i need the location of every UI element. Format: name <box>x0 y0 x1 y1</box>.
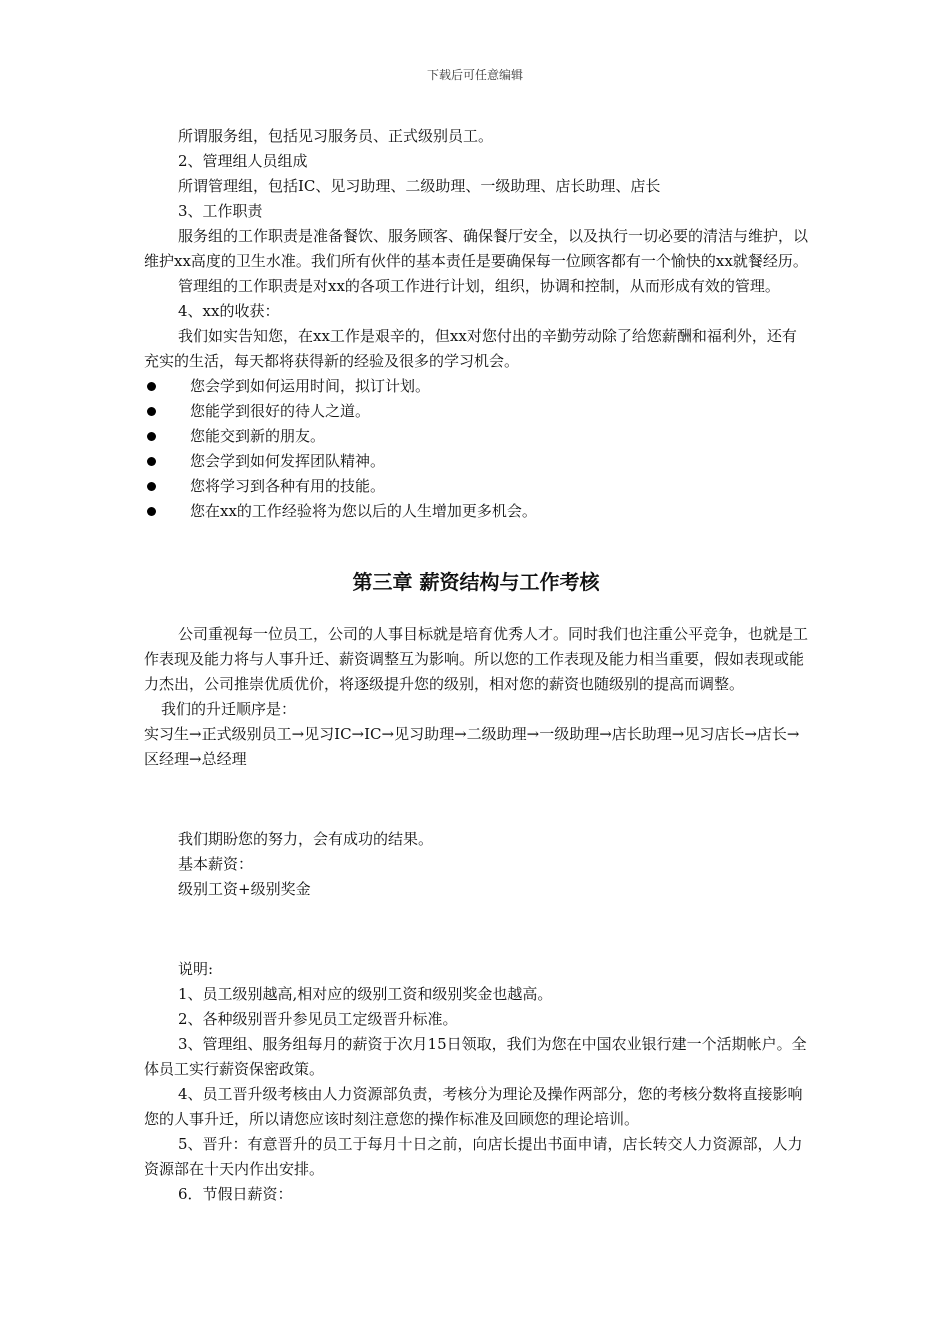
bullet-item <box>144 499 808 524</box>
bullet-text: 您会学到如何运用时间，拟订计划。 <box>190 377 431 395</box>
salary-paragraph: 基本薪资： <box>178 855 254 873</box>
bullet-dot-icon <box>147 382 156 391</box>
salary-paragraph: 我们的升迁顺序是： <box>161 700 297 718</box>
benefits-bullet-list <box>144 374 808 524</box>
bullet-item <box>144 424 808 449</box>
bullet-item <box>144 399 808 424</box>
bullet-text: 您在xx的工作经验将为您以后的人生增加更多机会。 <box>190 502 537 520</box>
document-body <box>144 124 808 1207</box>
chapter-title: 第三章 薪资结构与工作考核 <box>352 570 600 594</box>
salary-paragraph: 3、管理组、服务组每月的薪资于次月15日领取，我们为您在中国农业银行建一个活期帐户。全体员工实行薪资保密政策。 <box>144 1035 807 1078</box>
bullet-dot-icon <box>147 407 156 416</box>
duties-paragraph: 3、工作职责 <box>178 202 263 220</box>
duties-paragraph: 所谓管理组，包括IC、见习助理、二级助理、一级助理、店长助理、店长 <box>178 177 661 195</box>
salary-paragraph: 5、晋升：有意晋升的员工于每月十日之前，向店长提出书面申请，店长转交人力资源部，人力资源部在十天内作出安排。 <box>144 1135 803 1178</box>
section-job-duties <box>144 124 808 374</box>
duties-paragraph: 服务组的工作职责是准备餐饮、服务顾客、确保餐厅安全，以及执行一切必要的清洁与维护，以维护xx高度的卫生水准。我们所有伙伴的基本责任是要确保每一位顾客都有一个愉快的xx就餐经历。 <box>144 227 809 270</box>
bullet-text: 您能交到新的朋友。 <box>190 427 326 445</box>
salary-paragraph: 说明: <box>178 960 214 978</box>
duties-paragraph: 4、xx的收获： <box>178 302 280 320</box>
salary-paragraph: 实习生→正式级别员工→见习IC→IC→见习助理→二级助理→一级助理→店长助理→见习店长→店长→区经理→总经理 <box>144 725 800 768</box>
salary-paragraph: 4、员工晋升级考核由人力资源部负责，考核分为理论及操作两部分，您的考核分数将直接影响您的人事升迁，所以请您应该时刻注意您的操作标准及回顾您的理论培训。 <box>144 1085 803 1128</box>
bullet-dot-icon <box>147 482 156 491</box>
salary-paragraph: 6．节假日薪资： <box>178 1185 293 1203</box>
salary-paragraph: 公司重视每一位员工，公司的人事目标就是培育优秀人才。同时我们也注重公平竞争，也就是工作表现及能力将与人事升迁、薪资调整互为影响。所以您的工作表现及能力相当重要，假如表现或能力杰出，公司推崇优质优价，将逐级提升您的级别，相对您的薪资也随级别的提高而调整。 <box>144 625 809 693</box>
duties-paragraph: 管理组的工作职责是对xx的各项工作进行计划，组织，协调和控制，从而形成有效的管理。 <box>178 277 780 295</box>
duties-paragraph: 我们如实告知您，在xx工作是艰辛的，但xx对您付出的辛勤劳动除了给您薪酬和福利外，还有充实的生活，每天都将获得新的经验及很多的学习机会。 <box>144 327 797 370</box>
page-header: 下载后可任意编辑 <box>426 68 523 82</box>
bullet-item <box>144 449 808 474</box>
bullet-item <box>144 474 808 499</box>
salary-paragraph: 1、员工级别越高,相对应的级别工资和级别奖金也越高。 <box>178 985 553 1003</box>
bullet-text: 您会学到如何发挥团队精神。 <box>190 452 386 470</box>
duties-paragraph: 所谓服务组，包括见习服务员、正式级别员工。 <box>178 127 494 145</box>
bullet-dot-icon <box>147 432 156 441</box>
salary-paragraph: 2、各种级别晋升参见员工定级晋升标准。 <box>178 1010 458 1028</box>
duties-paragraph: 2、管理组人员组成 <box>178 152 308 170</box>
bullet-item <box>144 374 808 399</box>
bullet-text: 您将学习到各种有用的技能。 <box>190 477 386 495</box>
salary-paragraph: 我们期盼您的努力，会有成功的结果。 <box>178 830 434 848</box>
blank-line <box>144 787 808 812</box>
blank-line <box>144 917 808 942</box>
bullet-text: 您能学到很好的待人之道。 <box>190 402 371 420</box>
bullet-dot-icon <box>147 457 156 466</box>
bullet-dot-icon <box>147 507 156 516</box>
salary-paragraph: 级别工资+级别奖金 <box>178 880 311 898</box>
section-salary <box>144 622 808 1207</box>
